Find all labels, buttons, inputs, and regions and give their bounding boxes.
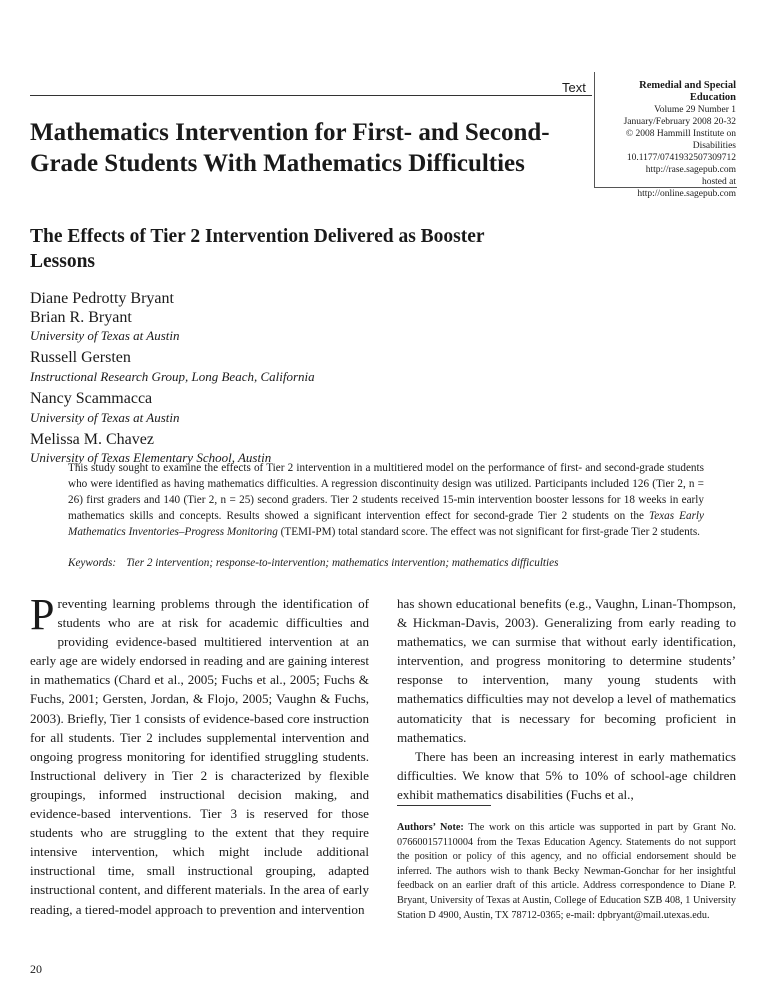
body-left-column — [30, 590, 369, 919]
journal-meta-line: Volume 29 Number 1 — [654, 105, 736, 115]
author-name: Diane Pedrotty Bryant — [30, 290, 174, 307]
journal-meta-line: © 2008 Hammill Institute on — [625, 129, 736, 139]
authors-note-text: The work on this article was supported in part by Grant No. 076600157110004 from the Texas Education Agency. Statements do not support the position or policy of this agency, and no official endorsement should be inferred. The authors wish to thank Becky Newman-Gonchar for her insightful feedback on an earlier draft of this article. Address correspondence to Diane P. Bryant, University of Texas at Austin, College of Education SZB 408, 1 University Station D 4900, Austin, TX 78712-0365; e-mail: dpbryant@mail.utexas.edu. — [397, 822, 736, 921]
journal-meta-line: Disabilities — [692, 141, 736, 151]
author-name: Brian R. Bryant — [30, 309, 132, 326]
journal-meta-line: http://rase.sagepub.com — [645, 165, 736, 175]
journal-meta-line: hosted at — [701, 177, 736, 187]
body-paragraph: There has been an increasing interest in early mathematics difficulties. We know that 5% to 10% of school-age children exhibit mathematics disabilities (Fuchs et al., — [397, 748, 736, 802]
header-rule — [30, 95, 592, 96]
author-affiliation: University of Texas at Austin — [30, 328, 180, 343]
keywords-label: Keywords: — [68, 557, 117, 569]
body-paragraph-text: reventing learning problems through the identification of students who are at risk for academic difficulties and providing evidence-based multitiered intervention at an early age are widely endorsed in reading and are gaining interest in mathematics (Chard et al., 2005; Fuchs et al., 2005; Fuchs & Fuchs, 2001; Gersten, Jordan, & Flojo, 2005; Vaughn & Fuchs, 2003). Briefly, Tier 1 consists of evidence-based core instruction for all students. Tier 2 includes supplemental intervention and ongoing progress monitoring for identified struggling students. Instructional delivery in Tier 2 is characterized by flexible groupings, informed instructional decision making, and evidence-based interventions. Tier 3 is reserved for those students who are struggling to the extent that they require intensive intervention, which might include additional instructional time, small instructional grouping, adapted instructional content, and different materials. In the area of early reading, a tiered-model approach to prevention and intervention — [30, 596, 369, 917]
keywords-text: Tier 2 intervention; response-to-intervention; mathematics intervention; mathematics difficulties — [126, 557, 559, 569]
author-affiliation: University of Texas Elementary School, Austin — [30, 450, 272, 465]
body-right-column — [397, 594, 736, 804]
journal-name: Remedial and Special Education — [639, 80, 736, 103]
section-label: Text — [562, 80, 586, 95]
author-name: Nancy Scammacca — [30, 390, 153, 407]
body-paragraph — [30, 590, 369, 919]
authors-note — [397, 821, 736, 923]
journal-meta-line: http://online.sagepub.com — [637, 189, 736, 199]
article-title: Mathematics Intervention for First- and Second-Grade Students With Mathematics Difficulties — [30, 119, 550, 177]
drop-cap: P — [30, 590, 55, 639]
abstract — [68, 460, 704, 540]
abstract-text: (TEMI-PM) total standard score. The effect was not significant for first-grade Tier 2 students. — [277, 526, 700, 538]
page-number: 20 — [30, 962, 42, 976]
body-paragraph: has shown educational benefits (e.g., Vaughn, Linan-Thompson, & Hickman-Davis, 2003). Generalizing from early reading to mathematics, we can surmise that without early identification, intervention, and progress monitoring to determine students’ response to intervention, many young students with mathematics difficulties may not develop a level of mathematics automaticity that is necessary for becoming proficient in mathematics. — [397, 596, 736, 745]
authors-note-label: Authors’ Note: — [397, 822, 464, 833]
author-name: Russell Gersten — [30, 349, 131, 366]
author-affiliation: Instructional Research Group, Long Beach, California — [30, 369, 315, 384]
journal-meta-line: January/February 2008 20-32 — [623, 117, 736, 127]
journal-meta — [596, 80, 736, 200]
article-subtitle: The Effects of Tier 2 Intervention Delivered as Booster Lessons — [30, 226, 485, 272]
abstract-instrument-name: Texas Early Mathematics Inventories–Progress Monitoring — [68, 510, 705, 538]
author-affiliation: University of Texas at Austin — [30, 410, 180, 425]
author-name: Melissa M. Chavez — [30, 431, 154, 448]
footnote-rule — [397, 805, 491, 806]
keywords — [68, 555, 704, 571]
abstract-text: This study sought to examine the effects of Tier 2 intervention in a multitiered model on the performance of first- and second-grade students who were identified as having mathematics difficulties. A regression discontinuity design was utilized. Participants included 126 (Tier 2, n = 26) first graders and 140 (Tier 2, n = 25) second graders. Tier 2 students received 15-min intervention booster lessons for 18 weeks in early mathematics skills and concepts. Results showed a significant intervention effect for second-grade Tier 2 students on the — [68, 462, 704, 522]
journal-meta-line: 10.1177/0741932507309712 — [626, 153, 736, 163]
